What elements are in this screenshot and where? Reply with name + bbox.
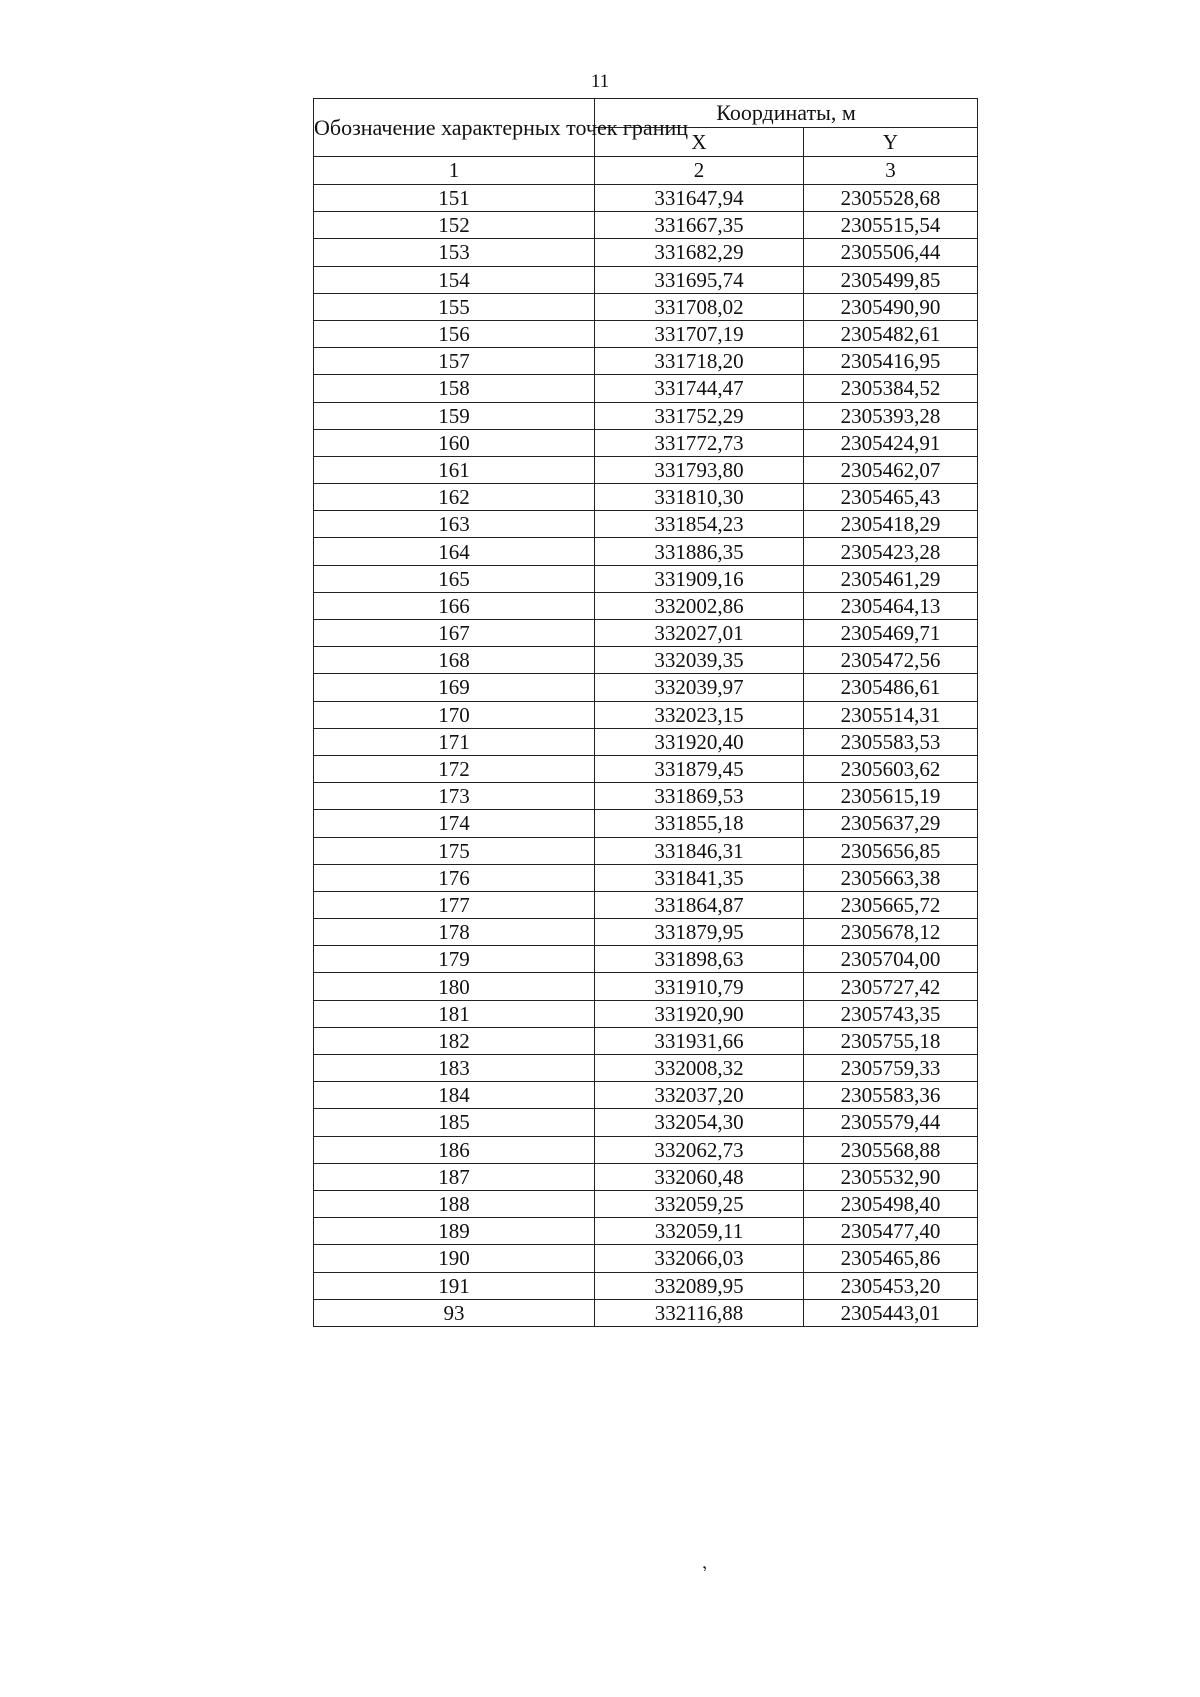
table-row [314,973,978,1000]
table-row [314,320,978,347]
point-cell: 153 [314,239,595,266]
x-coordinate-cell: 332060,48 [595,1163,804,1190]
x-coordinate-cell: 332039,35 [595,647,804,674]
y-coordinate-cell: 2305424,91 [804,429,978,456]
y-header: Y [804,128,978,157]
y-coordinate-cell: 2305416,95 [804,348,978,375]
point-cell: 173 [314,783,595,810]
table-header [314,99,978,185]
table-row [314,1000,978,1027]
x-coordinate-cell: 331682,29 [595,239,804,266]
y-coordinate-cell: 2305418,29 [804,511,978,538]
x-coordinate-cell: 331879,45 [595,755,804,782]
x-coordinate-cell: 331920,90 [595,1000,804,1027]
table-row [314,592,978,619]
y-coordinate-cell: 2305477,40 [804,1218,978,1245]
table-row [314,456,978,483]
x-coordinate-cell: 332116,88 [595,1299,804,1326]
y-coordinate-cell: 2305528,68 [804,185,978,212]
table-row [314,1299,978,1326]
table-row [314,1136,978,1163]
x-coordinate-cell: 332027,01 [595,620,804,647]
x-coordinate-cell: 332023,15 [595,701,804,728]
table-row [314,266,978,293]
x-coordinate-cell: 332002,86 [595,592,804,619]
table-row [314,946,978,973]
table-row [314,1082,978,1109]
column-number: 2 [595,157,804,185]
table-row [314,864,978,891]
footer-mark: ʼ [699,1561,713,1583]
table-row [314,375,978,402]
point-cell: 174 [314,810,595,837]
x-coordinate-cell: 331910,79 [595,973,804,1000]
point-cell: 169 [314,674,595,701]
x-coordinate-cell: 331841,35 [595,864,804,891]
point-cell: 170 [314,701,595,728]
y-coordinate-cell: 2305583,36 [804,1082,978,1109]
x-coordinate-cell: 332039,97 [595,674,804,701]
column-number: 3 [804,157,978,185]
point-cell: 159 [314,402,595,429]
table-row [314,837,978,864]
x-coordinate-cell: 332062,73 [595,1136,804,1163]
x-coordinate-cell: 331708,02 [595,293,804,320]
table-row [314,891,978,918]
y-coordinate-cell: 2305704,00 [804,946,978,973]
x-coordinate-cell: 331647,94 [595,185,804,212]
point-cell: 93 [314,1299,595,1326]
point-cell: 186 [314,1136,595,1163]
point-cell: 185 [314,1109,595,1136]
point-cell: 160 [314,429,595,456]
x-coordinate-cell: 331855,18 [595,810,804,837]
x-coordinate-cell: 331879,95 [595,919,804,946]
y-coordinate-cell: 2305637,29 [804,810,978,837]
point-cell: 155 [314,293,595,320]
table-row [314,620,978,647]
y-coordinate-cell: 2305759,33 [804,1055,978,1082]
point-cell: 184 [314,1082,595,1109]
table-row [314,511,978,538]
x-coordinate-cell: 331793,80 [595,456,804,483]
table-row [314,239,978,266]
x-coordinate-cell: 331667,35 [595,212,804,239]
point-cell: 179 [314,946,595,973]
point-cell: 191 [314,1272,595,1299]
point-cell: 188 [314,1190,595,1217]
y-coordinate-cell: 2305506,44 [804,239,978,266]
point-cell: 156 [314,320,595,347]
y-coordinate-cell: 2305453,20 [804,1272,978,1299]
table-row [314,728,978,755]
point-cell: 187 [314,1163,595,1190]
y-coordinate-cell: 2305482,61 [804,320,978,347]
y-coordinate-cell: 2305514,31 [804,701,978,728]
point-cell: 190 [314,1245,595,1272]
column-number: 1 [314,157,595,185]
x-header: X [595,128,804,157]
x-coordinate-cell: 331846,31 [595,837,804,864]
point-cell: 165 [314,565,595,592]
x-coordinate-cell: 331744,47 [595,375,804,402]
x-coordinate-cell: 331864,87 [595,891,804,918]
point-cell: 161 [314,456,595,483]
point-cell: 176 [314,864,595,891]
table-row [314,429,978,456]
x-coordinate-cell: 331718,20 [595,348,804,375]
point-cell: 177 [314,891,595,918]
point-cell: 163 [314,511,595,538]
y-coordinate-cell: 2305615,19 [804,783,978,810]
y-coordinate-cell: 2305656,85 [804,837,978,864]
y-coordinate-cell: 2305443,01 [804,1299,978,1326]
x-coordinate-cell: 332089,95 [595,1272,804,1299]
table-row [314,484,978,511]
table-row [314,1218,978,1245]
x-coordinate-cell: 332008,32 [595,1055,804,1082]
y-coordinate-cell: 2305384,52 [804,375,978,402]
table-row [314,185,978,212]
x-coordinate-cell: 331752,29 [595,402,804,429]
table-row [314,1027,978,1054]
point-cell: 189 [314,1218,595,1245]
point-cell: 168 [314,647,595,674]
y-coordinate-cell: 2305499,85 [804,266,978,293]
x-coordinate-cell: 332066,03 [595,1245,804,1272]
y-coordinate-cell: 2305465,43 [804,484,978,511]
x-coordinate-cell: 331909,16 [595,565,804,592]
x-coordinate-cell: 331898,63 [595,946,804,973]
y-coordinate-cell: 2305423,28 [804,538,978,565]
table-row [314,1272,978,1299]
y-coordinate-cell: 2305472,56 [804,647,978,674]
point-cell: 157 [314,348,595,375]
y-coordinate-cell: 2305498,40 [804,1190,978,1217]
x-coordinate-cell: 332037,20 [595,1082,804,1109]
y-coordinate-cell: 2305469,71 [804,620,978,647]
table-row [314,402,978,429]
y-coordinate-cell: 2305583,53 [804,728,978,755]
point-cell: 171 [314,728,595,755]
table-row [314,1245,978,1272]
x-coordinate-cell: 332059,11 [595,1218,804,1245]
table-row [314,293,978,320]
x-coordinate-cell: 331931,66 [595,1027,804,1054]
point-cell: 154 [314,266,595,293]
x-coordinate-cell: 331920,40 [595,728,804,755]
table-row [314,1163,978,1190]
y-coordinate-cell: 2305665,72 [804,891,978,918]
y-coordinate-cell: 2305490,90 [804,293,978,320]
table-row [314,538,978,565]
x-coordinate-cell: 332059,25 [595,1190,804,1217]
x-coordinate-cell: 331695,74 [595,266,804,293]
x-coordinate-cell: 331810,30 [595,484,804,511]
table-body [314,185,978,1327]
table-row [314,783,978,810]
point-cell: 162 [314,484,595,511]
y-coordinate-cell: 2305464,13 [804,592,978,619]
point-cell: 172 [314,755,595,782]
y-coordinate-cell: 2305486,61 [804,674,978,701]
x-coordinate-cell: 331869,53 [595,783,804,810]
point-cell: 164 [314,538,595,565]
y-coordinate-cell: 2305461,29 [804,565,978,592]
boundary-points-table [313,98,978,1327]
table-row [314,810,978,837]
table-row [314,1109,978,1136]
table-row [314,647,978,674]
y-coordinate-cell: 2305755,18 [804,1027,978,1054]
table-row [314,1055,978,1082]
table-row [314,565,978,592]
x-coordinate-cell: 331772,73 [595,429,804,456]
y-coordinate-cell: 2305462,07 [804,456,978,483]
y-coordinate-cell: 2305743,35 [804,1000,978,1027]
point-cell: 183 [314,1055,595,1082]
y-coordinate-cell: 2305515,54 [804,212,978,239]
x-coordinate-cell: 331886,35 [595,538,804,565]
y-coordinate-cell: 2305678,12 [804,919,978,946]
point-cell: 166 [314,592,595,619]
y-coordinate-cell: 2305579,44 [804,1109,978,1136]
table-row [314,919,978,946]
point-cell: 180 [314,973,595,1000]
table-row [314,212,978,239]
table-row [314,348,978,375]
y-coordinate-cell: 2305532,90 [804,1163,978,1190]
table-row [314,674,978,701]
y-coordinate-cell: 2305603,62 [804,755,978,782]
y-coordinate-cell: 2305663,38 [804,864,978,891]
page-number: 11 [590,71,610,92]
point-cell: 181 [314,1000,595,1027]
y-coordinate-cell: 2305393,28 [804,402,978,429]
table-row [314,701,978,728]
point-designation-header: Обозначение характерных точек границ [314,99,595,157]
point-cell: 182 [314,1027,595,1054]
coordinates-header: Координаты, м [595,99,978,128]
x-coordinate-cell: 332054,30 [595,1109,804,1136]
point-cell: 158 [314,375,595,402]
y-coordinate-cell: 2305727,42 [804,973,978,1000]
x-coordinate-cell: 331707,19 [595,320,804,347]
x-coordinate-cell: 331854,23 [595,511,804,538]
point-cell: 167 [314,620,595,647]
y-coordinate-cell: 2305568,88 [804,1136,978,1163]
point-cell: 152 [314,212,595,239]
table-row [314,755,978,782]
table-row [314,1190,978,1217]
y-coordinate-cell: 2305465,86 [804,1245,978,1272]
point-cell: 178 [314,919,595,946]
point-cell: 175 [314,837,595,864]
column-number-row [314,157,978,185]
point-cell: 151 [314,185,595,212]
